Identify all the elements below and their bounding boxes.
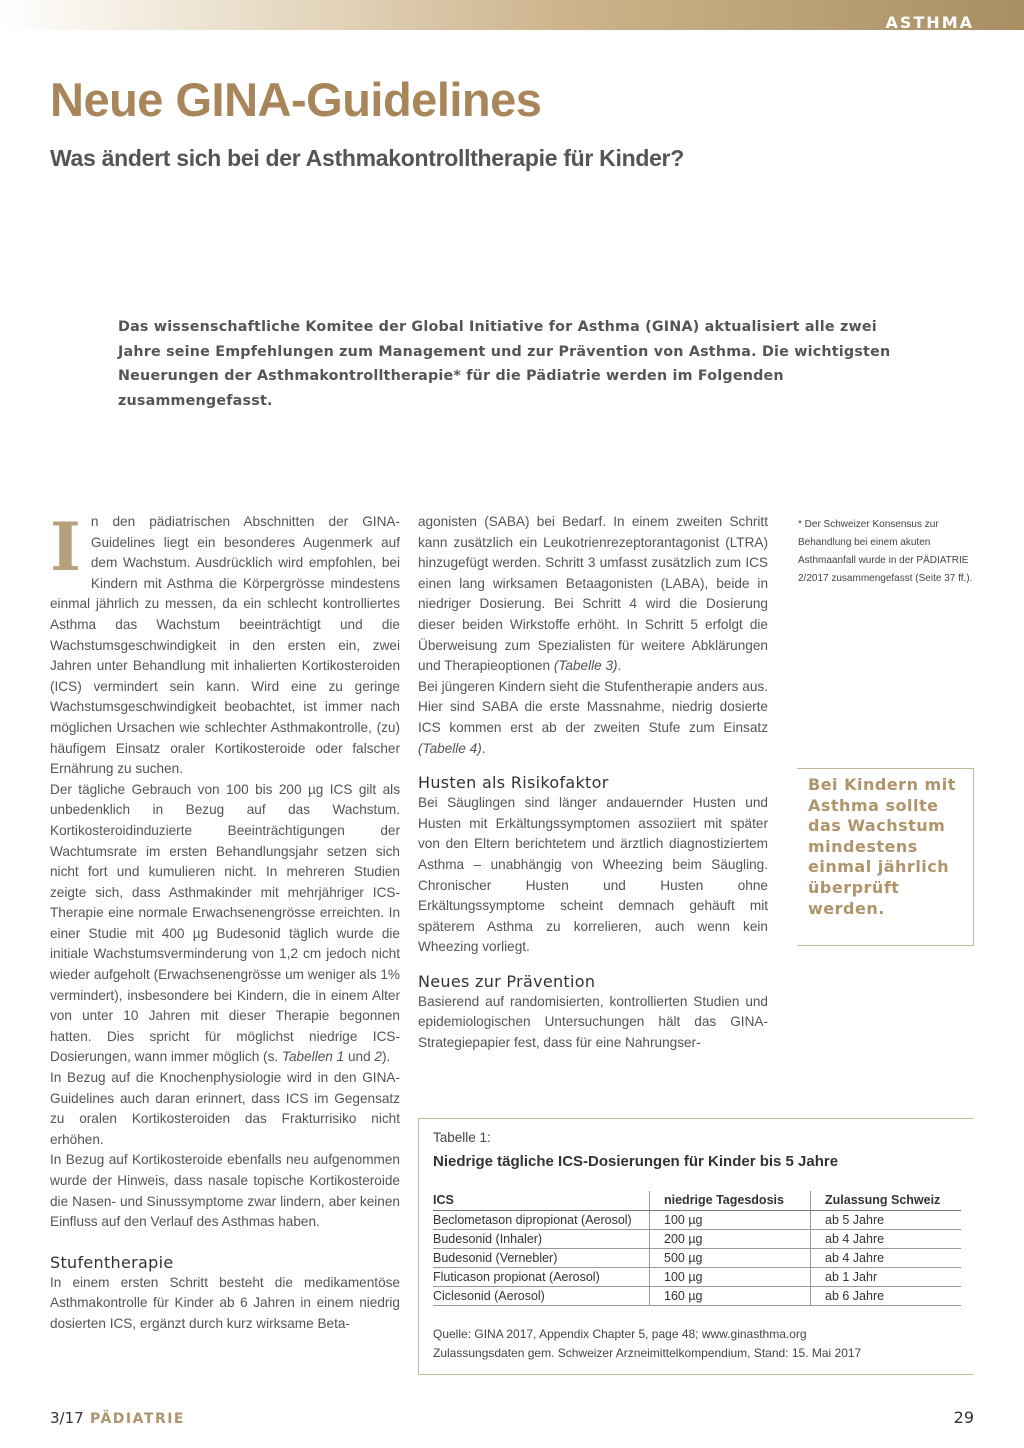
source-line: Quelle: GINA 2017, Appendix Chapter 5, page 48; www.ginasthma.org bbox=[433, 1327, 807, 1341]
table-box bbox=[418, 1118, 974, 1375]
column-header: ICS bbox=[433, 1191, 650, 1211]
table-caption: Tabelle 1: bbox=[433, 1130, 491, 1145]
paragraph-text: und bbox=[344, 1049, 375, 1065]
section-heading: Neues zur Prävention bbox=[418, 971, 596, 991]
dosage-table bbox=[433, 1191, 961, 1306]
table-cell: ab 5 Jahre bbox=[811, 1211, 962, 1230]
issue-number: 3/17 bbox=[50, 1409, 84, 1427]
table-reference: (Tabelle 4) bbox=[418, 740, 482, 756]
table-cell: 500 µg bbox=[650, 1249, 811, 1268]
table-row bbox=[433, 1230, 961, 1249]
table-cell: ab 1 Jahr bbox=[811, 1268, 962, 1287]
paragraph bbox=[418, 512, 768, 677]
table-row bbox=[433, 1287, 961, 1306]
source-line: Zulassungsdaten gem. Schweizer Arzneimittelkompendium, Stand: 15. Mai 2017 bbox=[433, 1346, 862, 1360]
table-cell: 160 µg bbox=[650, 1287, 811, 1306]
table-header-row bbox=[433, 1191, 961, 1211]
table-cell: Budesonid (Vernebler) bbox=[433, 1249, 650, 1268]
column-header: niedrige Tagesdosis bbox=[650, 1191, 811, 1211]
table-cell: ab 6 Jahre bbox=[811, 1287, 962, 1306]
paragraph-text: ). bbox=[381, 1049, 391, 1065]
paragraph: In Bezug auf Kortikosteroide ebenfalls neu aufgenommen wurde der Hinweis, dass nasale topische Kortikosteroide die Nasen- und Sinussymptome zwar lindern, aber keinen Einfluss auf den Verlauf des Asthmas haben. bbox=[50, 1152, 400, 1230]
paragraph: Basierend auf randomisierten, kontrollierten Studien und epidemiologischen Untersuchungen hält das GINA-Strategiepapier fest, dass für eine Nahrungser- bbox=[418, 993, 768, 1051]
table-row bbox=[433, 1211, 961, 1230]
pull-quote-text: Bei Kindern mit Asthma sollte das Wachstum mindestens einmal jährlich überprüft werden. bbox=[808, 775, 956, 918]
table-cell: ab 4 Jahre bbox=[811, 1230, 962, 1249]
table-reference: (Tabelle 3) bbox=[553, 658, 618, 674]
pull-quote bbox=[797, 768, 974, 946]
table-reference: Tabellen 1 bbox=[281, 1049, 345, 1065]
table-cell: ab 4 Jahre bbox=[811, 1249, 962, 1268]
header-bar bbox=[0, 0, 1024, 30]
paragraph bbox=[50, 780, 400, 1068]
table-cell: 100 µg bbox=[650, 1211, 811, 1230]
paragraph-text: . bbox=[617, 658, 622, 674]
table-cell: Beclometason dipropionat (Aerosol) bbox=[433, 1211, 650, 1230]
text-column-2 bbox=[418, 512, 768, 1054]
paragraph: In einem ersten Schritt besteht die medikamentöse Asthmakontrolle für Kinder ab 6 Jahren in einem niedrig dosierten ICS, ergänzt durch kurz wirksame Beta- bbox=[50, 1274, 400, 1331]
page-number: 29 bbox=[953, 1408, 974, 1427]
table-cell: Budesonid (Inhaler) bbox=[433, 1230, 650, 1249]
section-heading: Stufentherapie bbox=[50, 1252, 174, 1272]
text-column-1 bbox=[50, 508, 400, 1335]
article-subtitle: Was ändert sich bei der Asthmakontrolltherapie für Kinder? bbox=[50, 145, 684, 171]
table-row bbox=[433, 1268, 961, 1287]
drop-cap: I bbox=[50, 508, 81, 586]
table-reference: 2 bbox=[374, 1049, 382, 1065]
table-title: Niedrige tägliche ICS-Dosierungen für Kinder bis 5 Jahre bbox=[433, 1153, 839, 1170]
article-title: Neue GINA-Guidelines bbox=[50, 73, 542, 126]
paragraph-text: agonisten (SABA) bei Bedarf. In einem zweiten Schritt kann zusätzlich ein Leukotrienrezeptorantagonist (LTRA) hinzugefügt werden. Schritt 3 umfasst zusätzlich zum ICS einen lang wirksamen Betaagonisten (LABA), beide in niedriger Dosierung. Bei Schritt 4 wird die Dosierung dieser beiden Wirkstoffe erhöht. In Schritt 5 erfolgt die Überweisung zum Spezialisten für weitere Abklärungen und Therapieoptionen bbox=[418, 514, 768, 674]
article-lead: Das wissenschaftliche Komitee der Global Initiative for Asthma (GINA) aktualisiert alle zwei Jahre seine Empfehlungen zum Management und zur Prävention von Asthma. Die wichtigsten Neuerungen der Asthmakontrolltherapie* für die Pädiatrie werden im Folgenden zusammengefasst. bbox=[118, 319, 891, 409]
magazine-logo: PÄDIATRIE bbox=[90, 1411, 185, 1427]
table-cell: Ciclesonid (Aerosol) bbox=[433, 1287, 650, 1306]
paragraph: In Bezug auf die Knochenphysiologie wird in den GINA-Guidelines auch daran erinnert, dass ICS im Gegensatz zu oralen Kortikosteroiden das Frakturrisiko nicht erhöhen. bbox=[50, 1070, 400, 1147]
table-cell: Fluticason propionat (Aerosol) bbox=[433, 1268, 650, 1287]
paragraph-text: n den pädiatrischen Abschnitten der GINA-Guidelines liegt ein besonderes Augenmerk auf dem Wachstum. Ausdrücklich wird empfohlen, bei Kindern mit Asthma die Körpergrösse mindestens einmal jährlich zu messen, da ein schlecht kontrolliertes Asthma das Wachstum beeinträchtigt und die Wachstumsgeschwindigkeit in den ersten ein, zwei Jahren unter Behandlung mit inhalierten Kortikosteroiden (ICS) vermindert sein kann. Wird eine zu geringe Wachstumsgeschwindigkeit beobachtet, ist immer nach möglichen Ursachen wie schlechter Asthmakontrolle, (zu) häufigem Einsatz oraler Kortikosteroide oder falscher Ernährung zu suchen. bbox=[50, 514, 400, 777]
column-header: Zulassung Schweiz bbox=[811, 1191, 962, 1211]
table-source bbox=[433, 1325, 963, 1363]
section-label: ASTHMA bbox=[885, 13, 974, 32]
paragraph-text: Der tägliche Gebrauch von 100 bis 200 µg ICS gilt als unbedenklich in Bezug auf das Wachstum. Kortikosteroidinduzierte Beeinträchtigungen der Wachtumsrate im ersten Behandlungsjahr setzen sich nicht fort und kumulieren nicht. In mehreren Studien zeigte sich, dass Asthmakinder mit mehrjähriger ICS-Therapie eine normale Erwachsenengrösse erreichten. In einer Studie mit 400 µg Budesonid täglich wurde die initiale Wachstumsverminderung von 1,2 cm jedoch nicht wieder aufgeholt (Erwachsenengrösse um weniger als 1% vermindert), insbesondere bei Kindern, die in einem Alter von unter 10 Jahren mit dieser Therapie begonnen hatten. Dies spricht für möglichst niedrige ICS-Dosierungen, wann immer möglich (s. bbox=[50, 781, 400, 1065]
table-cell: 200 µg bbox=[650, 1230, 811, 1249]
paragraph-text: Bei jüngeren Kindern sieht die Stufentherapie anders aus. Hier sind SABA die erste Massnahme, niedrig dosierte ICS kommen erst ab der zweiten Stufe zum Einsatz bbox=[418, 678, 768, 735]
paragraph bbox=[418, 677, 768, 759]
paragraph: Bei Säuglingen sind länger andauernder Husten und Husten mit Erkältungssymptomen assoziiert mit später von den Eltern berichtetem und ärztlich diagnostiziertem Asthma – unabhängig von Wheezing beim Säugling. Chronischer Husten und Husten ohne Erkältungssymptome scheint demnach gehäuft mit späterem Asthma zu korrelieren, auch wenn kein Wheezing vorliegt. bbox=[418, 795, 768, 955]
paragraph-text: . bbox=[481, 740, 486, 756]
table-row bbox=[433, 1249, 961, 1268]
footnote: * Der Schweizer Konsensus zur Behandlung bei einem akuten Asthmaanfall wurde in der PÄDIATRIE 2/2017 zusammengefasst (Seite 37 ff.). bbox=[798, 519, 973, 584]
section-heading: Husten als Risikofaktor bbox=[418, 773, 609, 793]
paragraph bbox=[50, 508, 400, 780]
table-cell: 100 µg bbox=[650, 1268, 811, 1287]
